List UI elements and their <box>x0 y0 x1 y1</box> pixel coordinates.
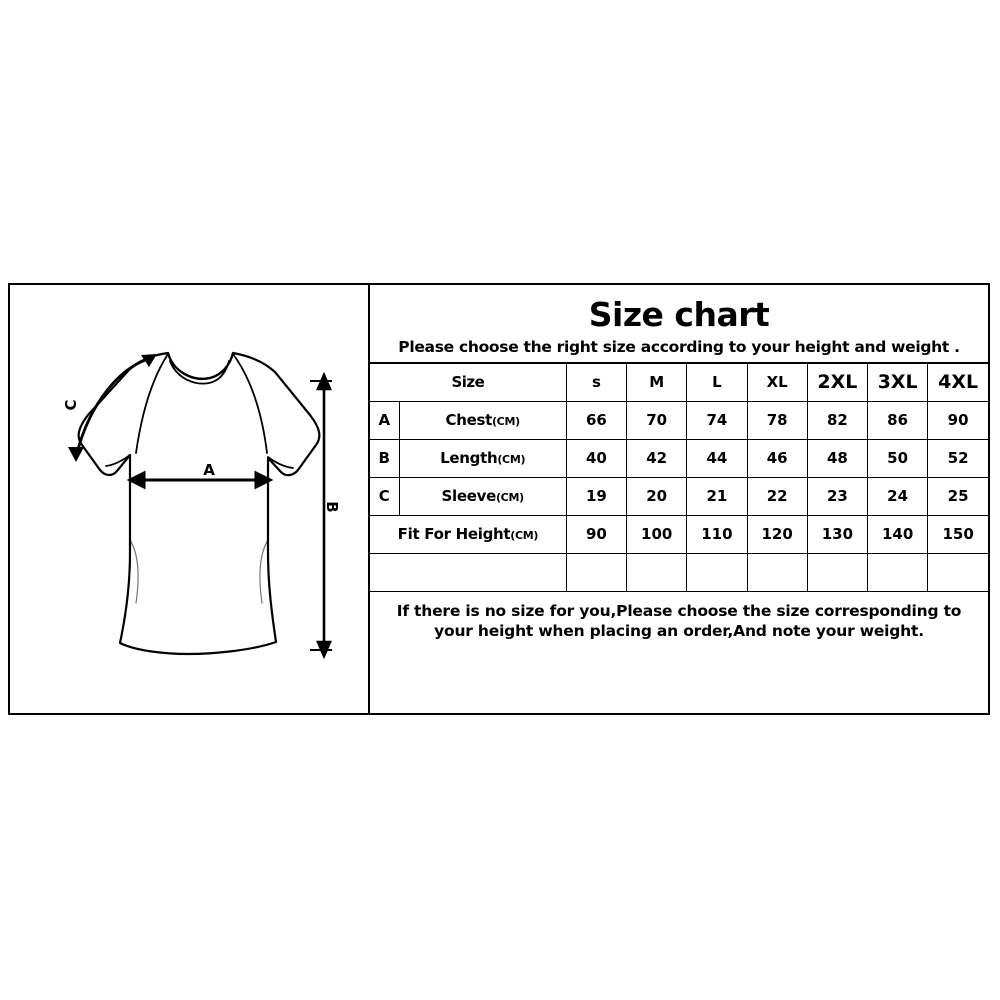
row-label-length <box>399 439 566 477</box>
empty-cell-xl <box>747 553 807 591</box>
row-letter-b: B <box>370 439 399 477</box>
empty-cell-l <box>687 553 747 591</box>
cell-chest-2xl: 82 <box>807 401 867 439</box>
table-row <box>370 477 988 515</box>
row-label-chest <box>399 401 566 439</box>
cell-sleeve-s: 19 <box>566 477 626 515</box>
cell-length-l: 44 <box>687 439 747 477</box>
cell-chest-4xl: 90 <box>928 401 988 439</box>
header-size-s: s <box>566 364 626 402</box>
garment-illustration <box>10 285 370 713</box>
chart-title: Size chart <box>588 295 770 334</box>
row-unit-fit: (CM) <box>510 529 539 542</box>
chart-footer-line-1: If there is no size for you,Please choose the size corresponding to <box>396 601 962 620</box>
header-size-m: M <box>627 364 687 402</box>
cell-fit-l: 110 <box>687 515 747 553</box>
cell-sleeve-3xl: 24 <box>868 477 928 515</box>
cell-fit-4xl: 150 <box>928 515 988 553</box>
row-letter-a: A <box>370 401 399 439</box>
row-label-chest-text: Chest <box>445 411 492 429</box>
cell-fit-m: 100 <box>627 515 687 553</box>
cell-length-2xl: 48 <box>807 439 867 477</box>
table-row <box>370 515 988 553</box>
cell-sleeve-m: 20 <box>627 477 687 515</box>
row-unit-chest: (CM) <box>491 415 520 428</box>
chart-subtitle: Please choose the right size according to your height and weight . <box>370 338 988 364</box>
cell-length-m: 42 <box>627 439 687 477</box>
cell-length-3xl: 50 <box>868 439 928 477</box>
cell-fit-2xl: 130 <box>807 515 867 553</box>
measure-c-label: C <box>62 399 80 411</box>
cell-chest-s: 66 <box>566 401 626 439</box>
tshirt-diagram <box>10 285 368 713</box>
empty-cell-m <box>627 553 687 591</box>
chart-footer-line-2: your height when placing an order,And note your weight. <box>434 622 924 641</box>
cell-fit-s: 90 <box>566 515 626 553</box>
row-label-fit-for-height <box>370 515 566 553</box>
cell-length-4xl: 52 <box>928 439 988 477</box>
header-size-3xl: 3XL <box>868 364 928 402</box>
measure-a-label: A <box>203 461 215 479</box>
cell-sleeve-4xl: 25 <box>928 477 988 515</box>
header-size-2xl: 2XL <box>807 364 867 402</box>
empty-cell-s <box>566 553 626 591</box>
cell-chest-m: 70 <box>627 401 687 439</box>
cell-sleeve-2xl: 23 <box>807 477 867 515</box>
row-label-sleeve-text: Sleeve <box>441 487 496 505</box>
cell-length-xl: 46 <box>747 439 807 477</box>
header-size-xl: XL <box>747 364 807 402</box>
row-label-length-text: Length <box>440 449 498 467</box>
row-label-fit-text: Fit For Height <box>397 525 511 543</box>
measure-b-label: B <box>323 501 341 513</box>
empty-cell-2xl <box>807 553 867 591</box>
table-row-empty <box>370 553 988 591</box>
cell-sleeve-xl: 22 <box>747 477 807 515</box>
chart-footer <box>370 592 988 643</box>
row-unit-sleeve: (CM) <box>495 491 524 504</box>
header-size-4xl: 4XL <box>928 364 988 402</box>
cell-chest-3xl: 86 <box>868 401 928 439</box>
row-letter-c: C <box>370 477 399 515</box>
row-unit-length: (CM) <box>497 453 526 466</box>
size-chart-table-area <box>370 285 988 713</box>
cell-sleeve-l: 21 <box>687 477 747 515</box>
measure-line-b <box>310 375 332 656</box>
size-chart-panel <box>8 283 990 715</box>
empty-cell-3xl <box>868 553 928 591</box>
empty-cell-label <box>370 553 566 591</box>
empty-cell-4xl <box>928 553 988 591</box>
table-row <box>370 401 988 439</box>
cell-fit-3xl: 140 <box>868 515 928 553</box>
row-label-sleeve <box>399 477 566 515</box>
cell-chest-l: 74 <box>687 401 747 439</box>
table-row <box>370 439 988 477</box>
cell-length-s: 40 <box>566 439 626 477</box>
header-size-l: L <box>687 364 747 402</box>
cell-chest-xl: 78 <box>747 401 807 439</box>
table-header-row <box>370 364 988 402</box>
size-table <box>370 364 988 592</box>
header-size: Size <box>370 364 566 402</box>
cell-fit-xl: 120 <box>747 515 807 553</box>
